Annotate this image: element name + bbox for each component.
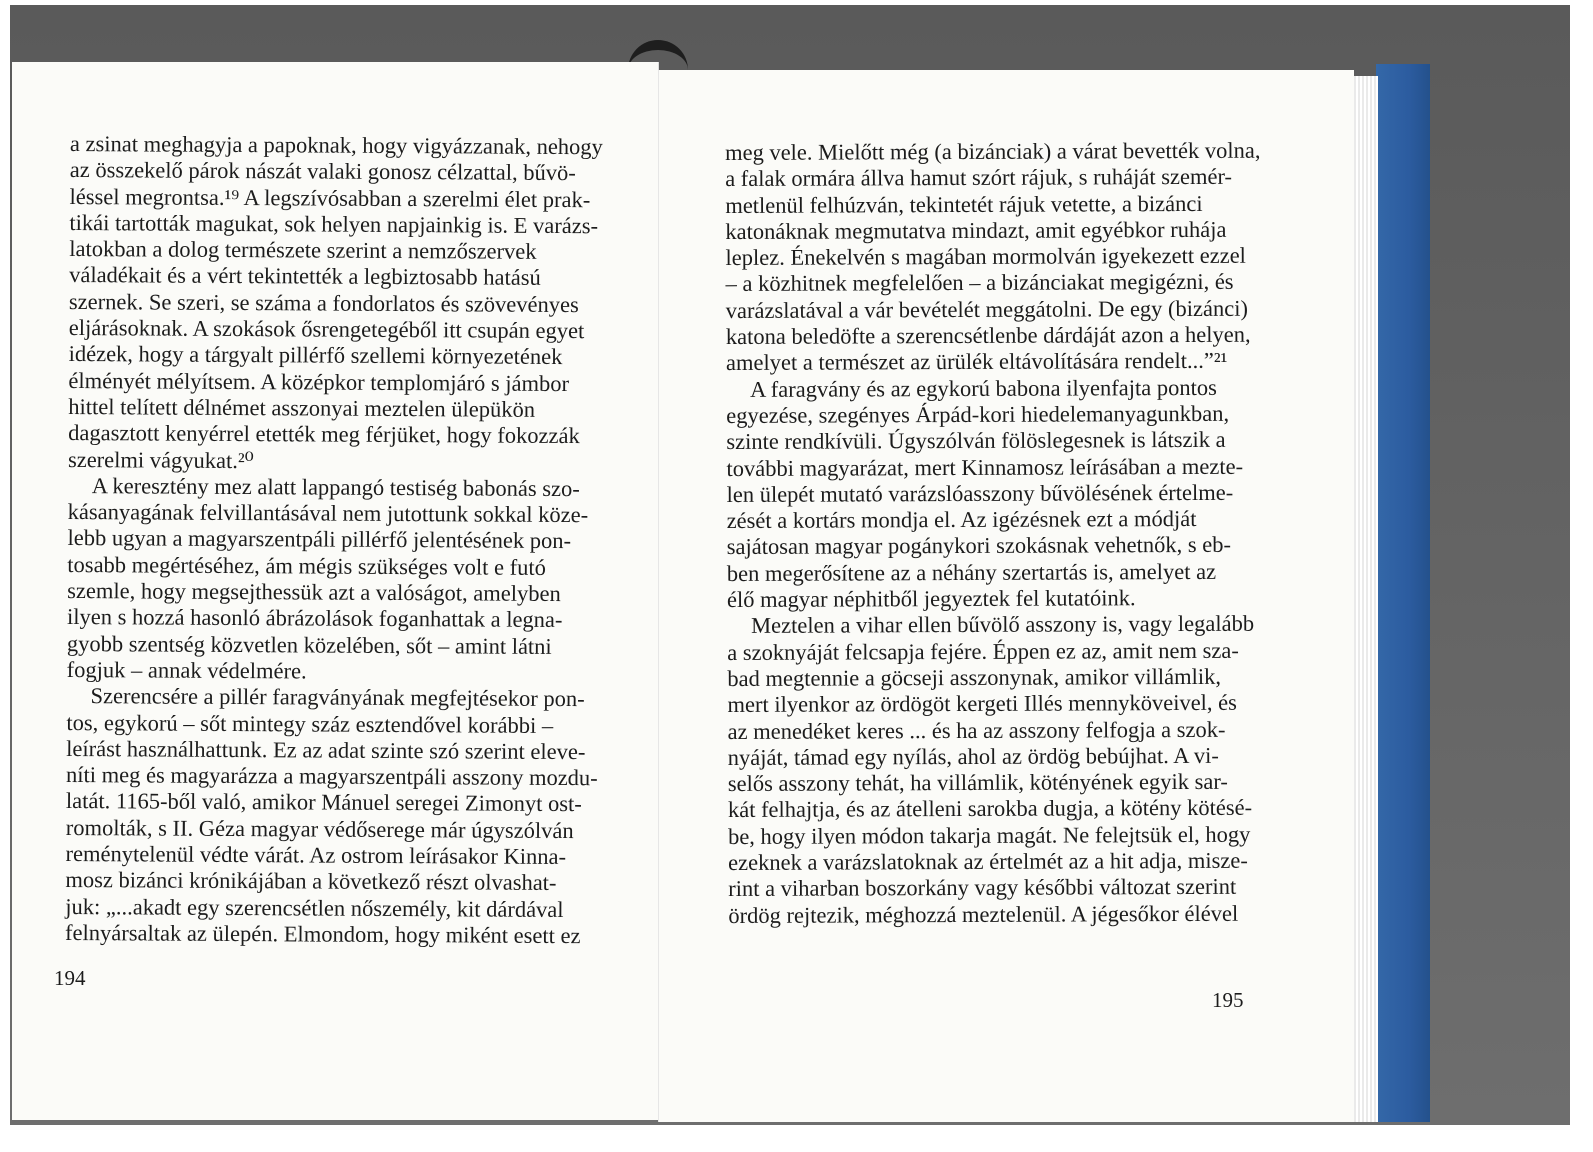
text-line: szernek. Se szeri, se száma a fondorlatos és szövevényes xyxy=(68,288,579,317)
text-line: len ülepét mutató varázslóasszony bűvölésének értelme- xyxy=(726,479,1234,507)
text-line: Meztelen a vihar ellen bűvölő asszony is, vagy legalább xyxy=(751,611,1255,639)
text-line: A faragvány és az egykorú babona ilyenfajta pontos xyxy=(750,374,1217,402)
text-line: leplez. Énekelvén s magában mormolván igyekezett ezzel xyxy=(725,242,1246,271)
text-line: A keresztény mez alatt lappangó testiség babonás szo- xyxy=(91,472,580,501)
text-line: dagasztott kenyérrel etették meg férjüket, hogy fokozzák xyxy=(68,420,580,449)
text-line: latokban a dolog természete szerint a nemzőszervek xyxy=(69,236,537,265)
text-line: meg vele. Mielőtt még (a bizánciak) a várat bevették volna, xyxy=(725,137,1261,165)
text-line: amelyet a természet az ürülék eltávolítására rendelt...”²¹ xyxy=(725,348,1228,376)
left-page-number: 194 xyxy=(54,966,86,990)
text-line: léssel megrontsa.¹⁹ A legszívósabban a szerelmi élet prak- xyxy=(69,183,591,212)
text-line: bad megtennie a göcseji asszonynak, amikor villámlik, xyxy=(727,663,1222,691)
right-page xyxy=(658,70,1354,1122)
text-line: ilyen s hozzá hasonló ábrázolások foganhattak a legna- xyxy=(66,604,563,633)
left-page xyxy=(12,62,659,1120)
text-line: ezeknek a varázslatoknak az értelmét az a hit adja, misze- xyxy=(728,847,1248,876)
text-line: latát. 1165-ből való, amikor Mánuel seregei Zimonyt ost- xyxy=(65,788,582,817)
text-line: tikái tartották magukat, sok helyen napjainkig is. E varázs- xyxy=(69,209,599,239)
text-line: szemle, hogy megsejthessük azt a valóságot, amelyben xyxy=(67,578,561,607)
text-line: metlenül felhúzván, tekintetét rájuk vetette, a bizánci xyxy=(725,190,1203,218)
text-line: juk: „...akadt egy szerencsétlen nőszemély, kit dárdával xyxy=(65,893,564,922)
text-line: leírást használhattunk. Ez az adat szinte szó szerint eleve- xyxy=(66,735,586,764)
text-line: reménytelenül védte várát. Az ostrom leírásakor Kinna- xyxy=(65,841,567,870)
text-line: Szerencsére a pillér faragványának megfejtésekor pon- xyxy=(90,683,585,712)
text-line: további magyarázat, mert Kinnamosz leírásában a mezte- xyxy=(726,453,1244,481)
text-line: az összekelő párok nászát valaki gonosz célzattal, bűvö- xyxy=(69,157,576,186)
text-line: kát felhajtja, és az átelleni sarokba dugja, a kötény kötésé- xyxy=(727,795,1253,823)
text-line: egyezése, szegényes Árpád-kori hiedelemanyagunkban, xyxy=(726,400,1230,428)
text-line: tos, egykorú – sőt mintegy száz esztendővel korábbi – xyxy=(66,709,554,738)
text-line: tosabb megértéséhez, ám mégis szükséges volt e futó xyxy=(67,551,547,580)
text-line: lebb ugyan a magyarszentpáli pillérfő jelentésének pon- xyxy=(67,525,572,554)
text-line: a falak ormára állva hamut szórt rájuk, s ruháját szemér- xyxy=(725,164,1233,192)
right-page-number: 195 xyxy=(1212,988,1244,1012)
text-line: níti meg és magyarázza a magyarszentpáli asszony mozdu- xyxy=(65,762,598,791)
right-page-text xyxy=(725,137,1261,929)
page-edges xyxy=(1352,76,1378,1122)
text-line: élményét mélyítsem. A középkor templomjáró s jámbor xyxy=(68,367,570,396)
text-line: – a közhitnek megfelelően – a bizánciakat megigézni, és xyxy=(725,269,1234,297)
text-line: varázslatával a vár bevételét meggátolni. De egy (bizánci) xyxy=(725,295,1249,323)
text-line: hittel telített délnémet asszonyai meztelen ülepükön xyxy=(68,393,536,422)
text-line: szerelmi vágyukat.²⁰ xyxy=(67,446,254,473)
text-line: az menedéket keres ... és ha az asszony felfogja a szok- xyxy=(727,716,1226,744)
text-line: katona beledöfte a szerencsétlenbe dárdáját azon a helyen, xyxy=(725,321,1251,350)
text-line: rint a viharban boszorkány vagy későbbi változat szerint xyxy=(728,874,1237,902)
text-line: zését a kortárs mondja el. Az igézésnek ezt a módját xyxy=(726,506,1197,534)
text-line: felnyársaltak az ülepén. Elmondom, hogy miként esett ez xyxy=(65,919,581,949)
text-line: sajátosan magyar pogánykori szokásnak vehetnők, s eb- xyxy=(726,532,1232,560)
text-line: ben megerősítene az a néhány szertartás is, amelyet az xyxy=(726,558,1217,586)
text-line: szinte rendkívüli. Úgyszólván fölöslegesnek is látszik a xyxy=(726,427,1226,455)
left-page-text xyxy=(65,131,605,949)
text-line: gyobb szentség közvetlen közelében, sőt – amint látni xyxy=(66,630,552,659)
text-line: idézek, hogy a tárgyalt pillérfő szellemi környezetének xyxy=(68,341,563,370)
text-line: élő magyar néphitből jegyeztek fel kutatóink. xyxy=(726,585,1136,613)
book-cover xyxy=(1376,64,1430,1122)
text-line: be, hogy ilyen módon takarja magát. Ne felejtsük el, hogy xyxy=(727,821,1251,849)
text-line: ördög rejtezik, méghozzá meztelenül. A jégesőkor élével xyxy=(728,900,1239,928)
text-line: katonáknak megmutatva mindazt, amit egyébkor ruhája xyxy=(725,216,1227,244)
text-line: eljárásoknak. A szokások ősrengetegéből itt csupán egyet xyxy=(68,315,585,344)
text-line: fogjuk – annak védelmére. xyxy=(66,656,307,684)
text-line: selős asszony tehát, ha villámlik, kötényének egyik sar- xyxy=(727,768,1228,797)
text-line: a zsinat meghagyja a papoknak, hogy vigyázzanak, nehogy xyxy=(69,131,603,160)
text-line: a szoknyáját felcsapja fejére. Éppen ez az, amit nem sza- xyxy=(727,637,1239,665)
text-line: váladékait és a vért tekintették a legbiztosabb hatású xyxy=(69,262,541,291)
text-line: mosz bizánci krónikájában a következő részt olvashat- xyxy=(65,867,557,896)
text-line: mert ilyenkor az ördögöt kergeti Illés mennyköveivel, és xyxy=(727,690,1237,718)
text-line: romolták, s II. Géza magyar védőserege már úgyszólván xyxy=(65,814,574,843)
text-line: kásanyagának felvillantásával nem jutottunk sokkal köze- xyxy=(67,499,589,528)
text-line: nyáját, támad egy nyílás, ahol az ördög bebújhat. A vi- xyxy=(727,742,1219,770)
